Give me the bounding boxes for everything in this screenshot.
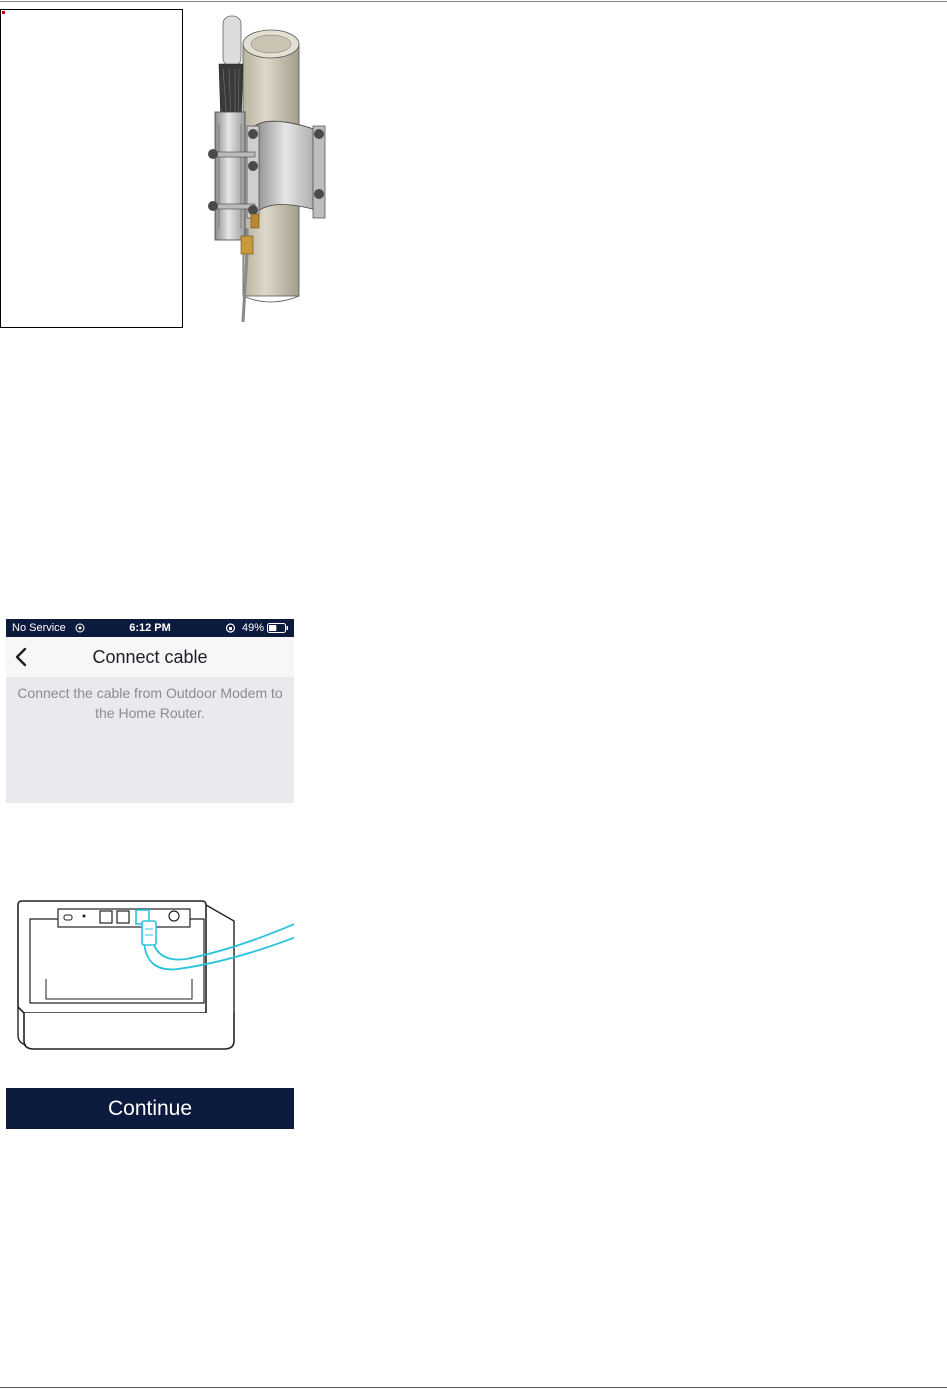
- battery-percent: 49%: [242, 622, 265, 634]
- broken-image-icon: [2, 11, 5, 14]
- pole-mount-drawing: [205, 14, 335, 326]
- phone-screenshot: [6, 619, 294, 1129]
- router-illustration: [6, 803, 294, 1088]
- instruction-text: Connect the cable from Outdoor Modem to the Home Router.: [17, 685, 283, 721]
- missing-image-frame: [0, 9, 183, 328]
- router-cable-drawing: [6, 803, 294, 1088]
- instruction-panel: [6, 677, 294, 803]
- carrier-label: No Service: [12, 622, 66, 634]
- battery-icon: [267, 623, 289, 633]
- rotation-lock-icon: [225, 623, 236, 633]
- header-rule: [0, 1, 947, 2]
- screen-title: Connect cable: [92, 647, 208, 667]
- footer-rule: [0, 1387, 947, 1388]
- continue-button[interactable]: Continue: [6, 1088, 294, 1129]
- navigation-bar: [6, 637, 294, 677]
- status-bar: [6, 619, 294, 637]
- clock: 6:12 PM: [129, 622, 171, 634]
